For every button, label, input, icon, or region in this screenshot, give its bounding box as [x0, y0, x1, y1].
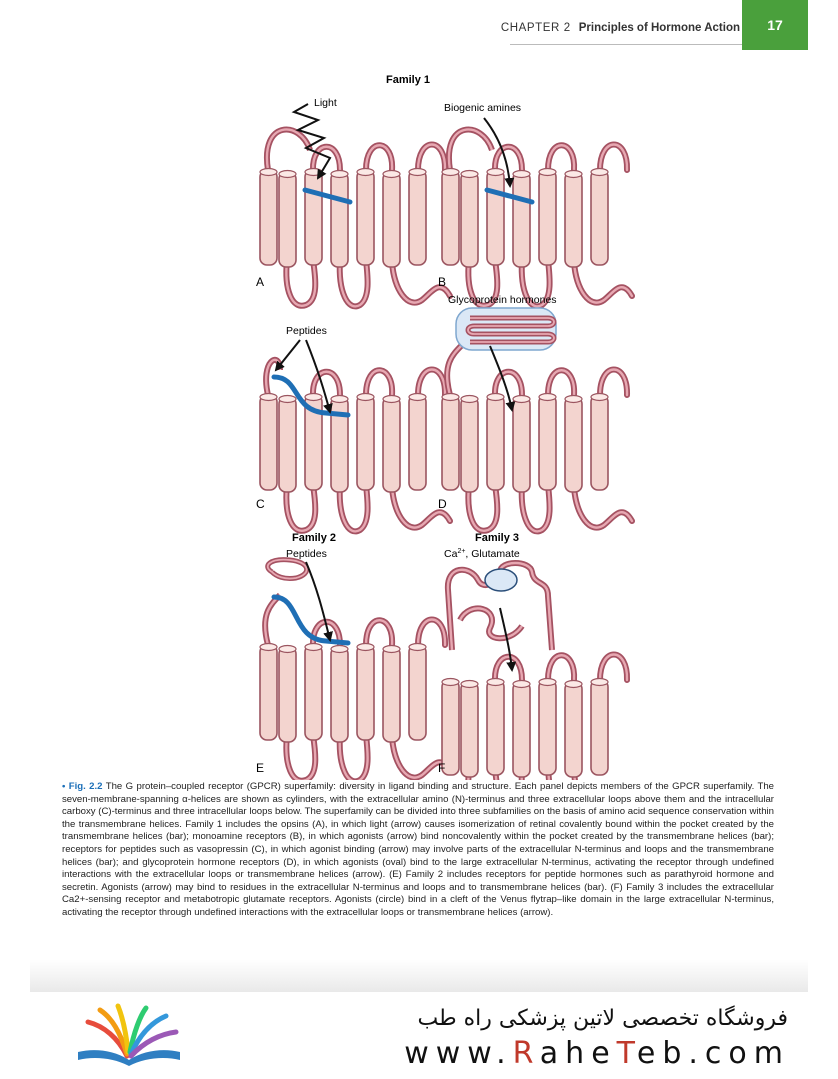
panel-d-letter: D — [438, 497, 447, 511]
panel-a-ligand: Light — [314, 97, 337, 109]
gpcr-figure — [0, 60, 838, 780]
panel-a-letter: A — [256, 275, 265, 289]
panel-d-ligand: Glycoprotein hormones — [448, 294, 557, 306]
panel-d — [442, 345, 632, 531]
store-name-persian: فروشگاه تخصصی لاتین پزشکی راه طب — [417, 1006, 788, 1031]
figure-caption — [62, 781, 774, 920]
family3-title: Family 3 — [474, 532, 520, 544]
page-bottom-shadow — [30, 960, 808, 992]
peptide-arrow-c1 — [276, 340, 300, 370]
panel-e — [260, 595, 450, 780]
panel-b-letter: B — [438, 275, 447, 289]
panel-c-letter: C — [256, 497, 265, 511]
caption-text: The G protein–coupled receptor (GPCR) superfamily: diversity in ligand binding and structure. Each panel depicts members of the GPCR superfamily. The seven-membrane-spanning α-helices are shown as cylinders, with the extracellular amino (N)-terminus and three extracellular loops above them and the intracellular carboxy (C)-terminus and three intracellular loops below. The superfamily can be divided into three subfamilies on the basis of amino acid sequence conservation within the transmembrane helices. Family 1 includes the opsins (A), in which light (arrow) causes isomerization of retinal covalently bound within the pocket created by the transmembrane helices (bar); monoamine receptors (B), in which agonists (arrow) bind noncovalently within the pocket created by the transmembrane helices (bar); receptors for peptides such as vasopressin (C), in which agonist binding (arrow) may involve parts of the extracellular N-terminus and loops and the transmembrane helices (bar); and glycoprotein hormone receptors (D), in which agonists (oval) bind to the large extracellular N-terminus, activating the receptor through undefined interactions with the extracellular loops or transmembrane helices (arrow). (E) Family 2 includes receptors for peptide hormones such as parathyroid hormone and secretin. Agonists (arrow) may bind to residues in the extracellular N-terminus and loops and to transmembrane helices (bar). (F) Family 3 includes the extracellular Ca2+-sensing receptor and metabotropic glutamate receptors. Agonists (circle) bind in a cleft of the Venus flytrap–like domain in the large extracellular N-terminus, activating the receptor through undefined interactions with the extracellular loops or transmembrane helices (arrow). — [62, 781, 774, 918]
family2-title: Family 2 — [291, 532, 337, 544]
panel-e-letter: E — [256, 761, 265, 775]
panel-f-letter: F — [438, 761, 446, 775]
store-url: www.RaheTeb.com — [404, 1036, 790, 1071]
panel-f — [442, 655, 632, 781]
page-header — [0, 0, 838, 52]
chapter-title: Principles of Hormone Action — [578, 22, 740, 34]
panel-b — [442, 130, 632, 307]
panel-c — [260, 360, 450, 532]
page-number: 17 — [742, 0, 808, 50]
agonist-circle — [485, 569, 517, 591]
panel-f-ligand: $Ca^{2+}$, Glutamate — [444, 548, 520, 560]
extracellular-loop-e — [268, 560, 307, 579]
figure-label: • Fig. 2.2 — [62, 781, 103, 792]
panel-e-ligand: Peptides — [286, 548, 327, 560]
panel-c-ligand: Peptides — [286, 325, 327, 337]
panel-a — [260, 130, 450, 307]
book-logo — [74, 1002, 184, 1068]
running-head — [501, 22, 740, 34]
page-footer — [0, 992, 838, 1079]
chapter-label: CHAPTER 2 — [500, 22, 571, 34]
panel-b-ligand: Biogenic amines — [444, 102, 522, 114]
family1-title: Family 1 — [385, 74, 431, 86]
header-rule — [510, 44, 742, 45]
